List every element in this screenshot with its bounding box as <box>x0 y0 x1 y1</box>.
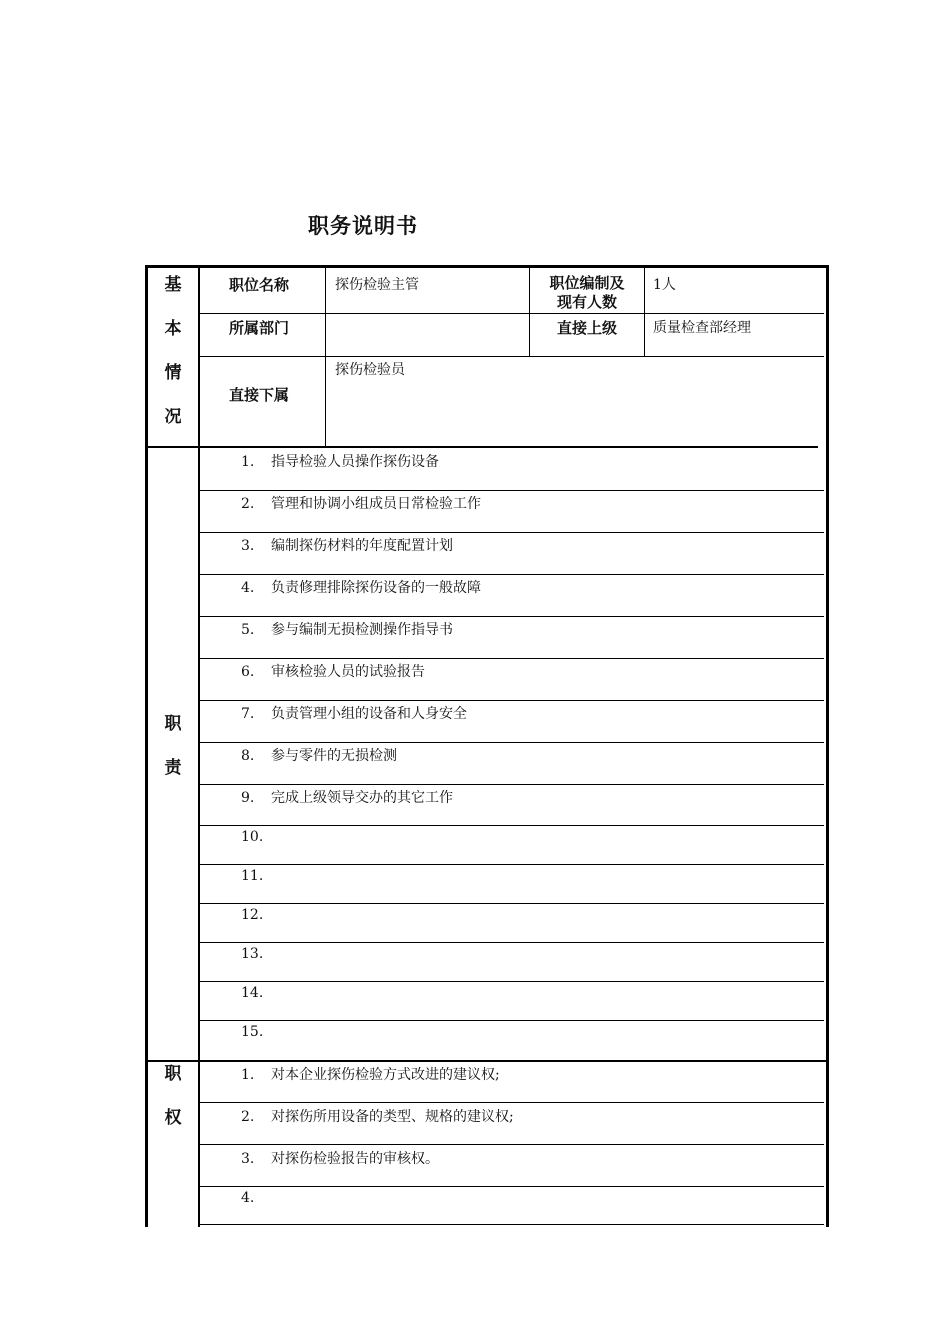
list-item-number: 1. <box>241 1067 255 1083</box>
list-item-text: 负责修理排除探伤设备的一般故障 <box>271 580 481 596</box>
row-divider <box>199 903 824 904</box>
row-divider <box>199 825 824 826</box>
list-item <box>241 745 397 765</box>
list-item <box>241 985 271 1001</box>
list-item-number: 8. <box>241 748 255 764</box>
list-item <box>241 1106 514 1126</box>
list-item-number: 3. <box>241 1151 255 1167</box>
basic-col-divider-3 <box>644 268 645 356</box>
basic-bottom-line <box>148 446 818 448</box>
list-item <box>241 868 271 884</box>
table-right-border <box>826 265 829 1227</box>
list-item <box>241 1148 439 1168</box>
subordinate-label: 直接下属 <box>229 386 290 404</box>
authority-section-label: 职 权 <box>164 1064 182 1128</box>
list-item-number: 9. <box>241 790 255 806</box>
row-divider <box>199 1144 824 1145</box>
supervisor-label: 直接上级 <box>556 319 617 337</box>
supervisor-value: 质量检查部经理 <box>653 320 751 336</box>
row-divider <box>199 784 824 785</box>
list-item-number: 5. <box>241 622 255 638</box>
list-item-number: 1. <box>241 454 255 470</box>
row-divider <box>199 616 824 617</box>
row-divider <box>199 700 824 701</box>
row-divider <box>199 1186 824 1187</box>
list-item-number: 2. <box>241 496 255 512</box>
list-item-text: 指导检验人员操作探伤设备 <box>271 454 439 470</box>
list-item-number: 4. <box>241 1190 255 1206</box>
list-item <box>241 703 467 723</box>
department-label: 所属部门 <box>229 319 290 337</box>
list-item <box>241 907 271 923</box>
list-item-number: 10. <box>241 829 264 845</box>
list-item <box>241 661 425 681</box>
position-name-value: 探伤检验主管 <box>335 277 419 293</box>
position-name-label: 职位名称 <box>229 276 290 294</box>
list-item-number: 3. <box>241 538 255 554</box>
list-item-number: 6. <box>241 664 255 680</box>
list-item <box>241 787 453 807</box>
basic-row-line-1 <box>199 313 824 314</box>
list-item <box>241 1064 500 1084</box>
duties-bottom-line <box>148 1060 826 1062</box>
list-item <box>241 1024 271 1040</box>
row-divider <box>199 942 824 943</box>
row-divider <box>199 490 824 491</box>
list-item-number: 11. <box>241 868 264 884</box>
list-item <box>241 493 481 513</box>
section-divider <box>198 268 200 1227</box>
row-divider <box>199 658 824 659</box>
list-item-text: 审核检验人员的试验报告 <box>271 664 425 680</box>
list-item-text: 管理和协调小组成员日常检验工作 <box>271 496 481 512</box>
row-divider <box>199 864 824 865</box>
list-item-text: 编制探伤材料的年度配置计划 <box>271 538 453 554</box>
duties-section-label: 职 责 <box>164 714 182 778</box>
list-item <box>241 1190 271 1206</box>
list-item <box>241 946 271 962</box>
list-item-number: 13. <box>241 946 264 962</box>
list-item <box>241 619 453 639</box>
list-item <box>241 535 453 555</box>
row-divider <box>199 742 824 743</box>
list-item-text: 负责管理小组的设备和人身安全 <box>271 706 467 722</box>
list-item-number: 7. <box>241 706 255 722</box>
list-item-number: 15. <box>241 1024 264 1040</box>
list-item-number: 14. <box>241 985 264 1001</box>
basic-row-line-2 <box>199 356 824 357</box>
document-title: 职务说明书 <box>308 214 418 238</box>
list-item-text: 参与编制无损检测操作指导书 <box>271 622 453 638</box>
row-divider <box>199 574 824 575</box>
list-item-number: 2. <box>241 1109 255 1125</box>
row-divider <box>199 532 824 533</box>
list-item <box>241 577 481 597</box>
basic-col-divider-1 <box>325 268 326 446</box>
list-item-number: 12. <box>241 907 264 923</box>
list-item-text: 对探伤检验报告的审核权。 <box>271 1151 439 1167</box>
list-item <box>241 829 271 845</box>
headcount-value: 1人 <box>653 277 676 293</box>
list-item-text: 对本企业探伤检验方式改进的建议权; <box>271 1067 500 1083</box>
basic-section-label: 基 本 情 况 <box>164 275 182 427</box>
row-divider <box>199 1224 824 1225</box>
list-item <box>241 451 439 471</box>
list-item-text: 参与零件的无损检测 <box>271 748 397 764</box>
subordinate-value: 探伤检验员 <box>335 362 405 378</box>
row-divider <box>199 1102 824 1103</box>
table-left-border <box>145 265 148 1227</box>
list-item-text: 完成上级领导交办的其它工作 <box>271 790 453 806</box>
row-divider <box>199 1020 824 1021</box>
row-divider <box>199 981 824 982</box>
headcount-label: 职位编制及 现有人数 <box>549 274 625 311</box>
table-top-border <box>145 265 829 268</box>
list-item-number: 4. <box>241 580 255 596</box>
list-item-text: 对探伤所用设备的类型、规格的建议权; <box>271 1109 514 1125</box>
